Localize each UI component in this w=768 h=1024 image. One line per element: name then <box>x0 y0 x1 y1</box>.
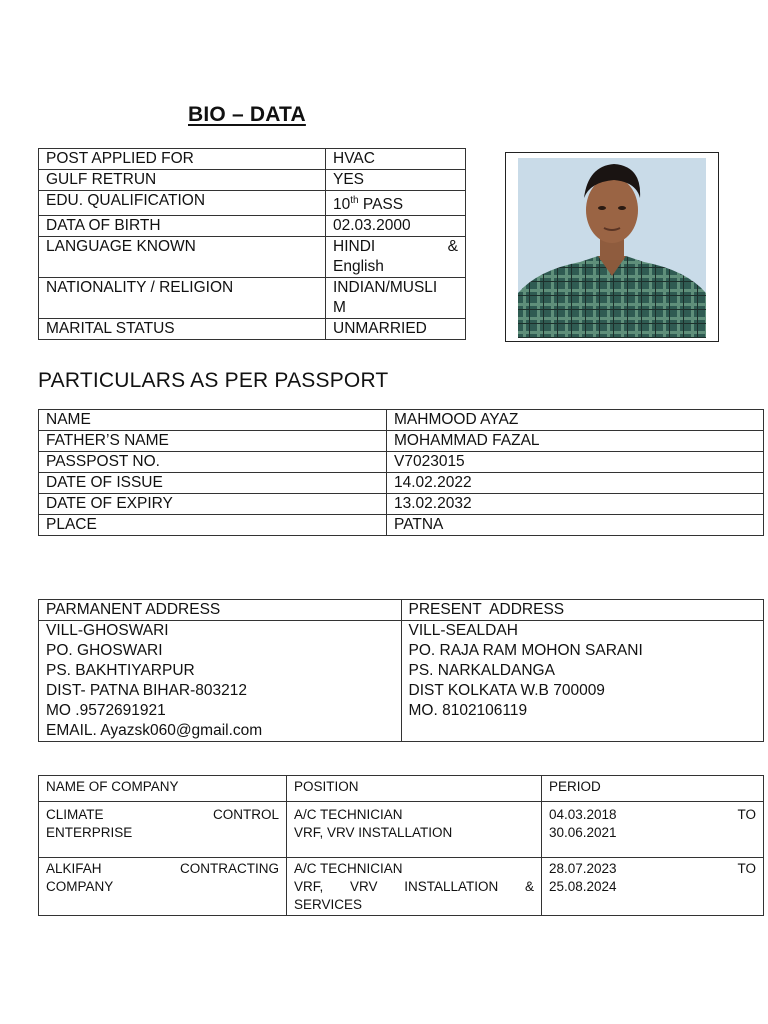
passport-value: MAHMOOD AYAZ <box>387 410 764 431</box>
passport-row <box>39 431 764 452</box>
present-address-line: PS. NARKALDANGA <box>408 662 555 679</box>
nationality-line-2: M <box>333 299 346 317</box>
position <box>287 858 542 916</box>
permanent-address-header: PARMANENT ADDRESS <box>39 600 402 621</box>
position-word: VRF, <box>294 879 324 894</box>
bio-label: POST APPLIED FOR <box>39 149 326 170</box>
bio-label: GULF RETRUN <box>39 170 326 191</box>
company-name-part: COMPANY <box>46 879 114 894</box>
qualification-number: 10 <box>333 196 351 214</box>
bio-value: UNMARRIED <box>326 319 466 340</box>
permanent-mobile: MO .9572691921 <box>46 702 166 719</box>
position-line: A/C TECHNICIAN <box>294 807 403 822</box>
passport-table <box>38 409 764 536</box>
period-end: 25.08.2024 <box>549 879 617 894</box>
period-start: 04.03.2018 <box>549 807 617 822</box>
passport-label: FATHER’S NAME <box>39 431 387 452</box>
present-address-line: VILL-SEALDAH <box>408 622 518 639</box>
present-address-header: PRESENT ADDRESS <box>401 600 764 621</box>
portrait-illustration <box>518 158 706 338</box>
position-word: & <box>524 879 534 894</box>
position-word: INSTALLATION <box>404 879 499 894</box>
passport-value: 13.02.2032 <box>387 494 764 515</box>
column-header-position: POSITION <box>287 776 542 802</box>
company-name-part: ENTERPRISE <box>46 825 133 840</box>
position-word: VRV <box>349 879 378 894</box>
bio-label: NATIONALITY / RELIGION <box>39 278 326 319</box>
bio-value <box>326 278 466 319</box>
position <box>287 802 542 858</box>
permanent-address <box>39 621 402 742</box>
passport-label: DATE OF EXPIRY <box>39 494 387 515</box>
experience-row <box>39 802 764 858</box>
present-address-line: DIST KOLKATA W.B 700009 <box>408 682 605 699</box>
passport-label: DATE OF ISSUE <box>39 473 387 494</box>
bio-row <box>39 278 466 319</box>
position-line: A/C TECHNICIAN <box>294 861 403 876</box>
bio-label: DATA OF BIRTH <box>39 216 326 237</box>
passport-value: 14.02.2022 <box>387 473 764 494</box>
bio-value <box>326 237 466 278</box>
language-1: HINDI <box>333 238 376 256</box>
nationality-line-1: INDIAN/MUSLI <box>333 279 438 297</box>
passport-label: PASSPOST NO. <box>39 452 387 473</box>
position-line: VRF, VRV INSTALLATION <box>294 825 453 840</box>
applicant-photo <box>518 158 706 338</box>
company-name <box>39 802 287 858</box>
passport-heading: PARTICULARS AS PER PASSPORT <box>38 369 389 392</box>
passport-label: NAME <box>39 410 387 431</box>
experience-header-row <box>39 776 764 802</box>
bio-value <box>326 191 466 216</box>
language-and: & <box>447 238 458 256</box>
page-title: BIO – DATA <box>188 103 306 126</box>
address-table <box>38 599 764 742</box>
qualification-rest: PASS <box>358 196 404 214</box>
permanent-address-line: PS. BAKHTIYARPUR <box>46 662 195 679</box>
address-body-row <box>39 621 764 742</box>
bio-row <box>39 319 466 340</box>
bio-row <box>39 237 466 278</box>
period-end: 30.06.2021 <box>549 825 617 840</box>
company-name <box>39 858 287 916</box>
bio-row <box>39 216 466 237</box>
permanent-address-line: DIST- PATNA BIHAR-803212 <box>46 682 248 699</box>
passport-value: V7023015 <box>387 452 764 473</box>
position-line: SERVICES <box>294 897 363 912</box>
language-2: English <box>333 258 384 276</box>
permanent-address-line: VILL-GHOSWARI <box>46 622 169 639</box>
bio-value: YES <box>326 170 466 191</box>
passport-row <box>39 494 764 515</box>
bio-label: EDU. QUALIFICATION <box>39 191 326 216</box>
period-to: TO <box>737 861 756 876</box>
period <box>542 858 764 916</box>
passport-value: MOHAMMAD FAZAL <box>387 431 764 452</box>
period <box>542 802 764 858</box>
bio-table <box>38 148 466 340</box>
bio-row <box>39 170 466 191</box>
passport-row <box>39 410 764 431</box>
passport-value: PATNA <box>387 515 764 536</box>
photo-frame <box>505 152 719 342</box>
bio-label: LANGUAGE KNOWN <box>39 237 326 278</box>
address-header-row <box>39 600 764 621</box>
present-address <box>401 621 764 742</box>
period-to: TO <box>737 807 756 822</box>
bio-label: MARITAL STATUS <box>39 319 326 340</box>
column-header-period: PERIOD <box>542 776 764 802</box>
company-name-part: ALKIFAH <box>46 861 102 876</box>
experience-row <box>39 858 764 916</box>
bio-row <box>39 149 466 170</box>
passport-row <box>39 473 764 494</box>
bio-value: 02.03.2000 <box>326 216 466 237</box>
company-name-part: CLIMATE <box>46 807 104 822</box>
bio-value: HVAC <box>326 149 466 170</box>
column-header-company: NAME OF COMPANY <box>39 776 287 802</box>
period-start: 28.07.2023 <box>549 861 617 876</box>
passport-row <box>39 515 764 536</box>
qualification-suffix: th <box>350 195 359 206</box>
present-address-line: PO. RAJA RAM MOHON SARANI <box>408 642 643 659</box>
company-name-part: CONTRACTING <box>180 861 279 876</box>
experience-table <box>38 775 764 916</box>
present-mobile: MO. 8102106119 <box>408 702 528 719</box>
passport-label: PLACE <box>39 515 387 536</box>
bio-row <box>39 191 466 216</box>
passport-row <box>39 452 764 473</box>
company-name-part: CONTROL <box>212 807 279 822</box>
email-address: EMAIL. Ayazsk060@gmail.com <box>46 722 263 739</box>
permanent-address-line: PO. GHOSWARI <box>46 642 163 659</box>
